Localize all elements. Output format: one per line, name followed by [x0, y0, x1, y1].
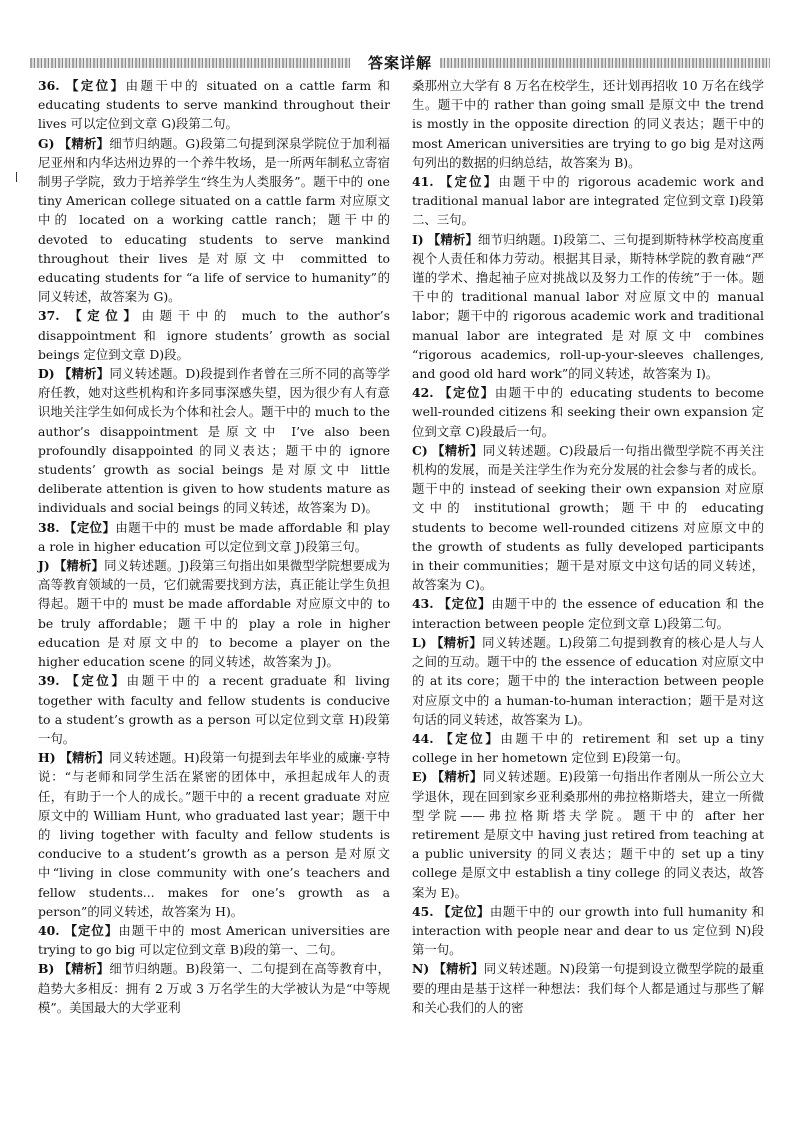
- entry-tag: 【定位】: [440, 730, 501, 746]
- entry-tag: 【定位】: [439, 174, 499, 190]
- entry-text: 由题干中的 situated on a cattle farm 和 educating students to serve mankind throughout their lives 可以定位到文章 G)段第二句。: [38, 78, 390, 132]
- answer-entry: [38, 76, 390, 134]
- entry-number: D): [38, 366, 55, 382]
- answer-entry: [38, 959, 390, 1017]
- answer-entry: [38, 671, 390, 748]
- entry-text: 细节归纳题。G)段第二句提到深泉学院位于加利福尼亚州和内华达州边界的一个养牛牧场，是一所两年制私立寄宿制男子学院，致力于培养学生“终生为人类服务”。题干中的 one tiny American college situated on a cattle farm 对应原文中的 located on a working cattle ranch；题干中的 devoted to educating students to serve mankind throughout their lives 是对原文中 committed to educating students for “a life of service to humanity”的同义转述，故答案为 G)。: [38, 135, 390, 305]
- answer-entry: [412, 172, 764, 230]
- answer-entry: [38, 556, 390, 671]
- header-decoration-left: [30, 58, 350, 68]
- entry-tag: 【定位】: [66, 78, 126, 93]
- entry-text: 由题干中的 the essence of education 和 the interaction between people 定位到文章 L)段第二句。: [412, 596, 764, 631]
- entry-text: 由题干中的 a recent graduate 和 living together with faculty and fellow students is conducive to a student’s growth as a person 可以定位到文章 H)段第一句。: [38, 673, 390, 746]
- entry-tag: 【精析】: [58, 135, 110, 151]
- left-column: [38, 76, 390, 1017]
- answer-entry: [38, 518, 390, 556]
- answer-entry: [412, 76, 764, 172]
- entry-tag: 【定位】: [63, 519, 116, 535]
- entry-number: 40.: [38, 922, 60, 938]
- entry-tag: 【定位】: [64, 922, 119, 938]
- entry-tag: 【精析】: [58, 961, 110, 977]
- entry-tag: 【精析】: [427, 231, 479, 247]
- answer-entry: [412, 902, 764, 960]
- entry-text: 由题干中的 rigorous academic work and traditional manual labor are integrated 定位到文章 I)段第二、三句。: [412, 174, 765, 228]
- entry-number: 36.: [38, 78, 60, 93]
- entry-number: 41.: [412, 174, 434, 190]
- entry-tag: 【定位】: [438, 596, 492, 612]
- entry-text: 由题干中的 our growth into full humanity 和 interaction with people near and dear to us 定位到 N)段第一句。: [412, 903, 764, 958]
- entry-text: 由题干中的 retirement 和 set up a tiny college in her hometown 定位到 E)段第一句。: [412, 730, 764, 766]
- entry-tag: 【精析】: [53, 558, 105, 574]
- answer-entry: [412, 383, 764, 441]
- entry-text: 细节归纳题。I)段第二、三句提到斯特林学校高度重视个人责任和体力劳动。根据其目录，斯特林学院的教育融“严谨的学术、撸起袖子应对挑战以及努力工作的传统”于一体。题干中的 traditional manual labor 对应原文中的 manual labor；题干中的 rigorous academic work and traditional manual labor are integrated 是对原文中 combines “rigorous academics, roll-up-your-sleeves challenges, and good old hard work”的同义转述，故答案为 I)。: [412, 231, 764, 382]
- entry-tag: 【定位】: [438, 903, 490, 919]
- entry-number: 43.: [412, 596, 434, 612]
- entry-number: H): [38, 750, 56, 766]
- entry-text: 同义转述题。C)段最后一句指出微型学院不再关注机构的发展，而是关注学生作为充分发展的社会参与者的成长。题干中的 instead of seeking their own expansion 对应原文中的 institutional growth；题干中的 educating students to become well-rounded citizens 对应原文中的 the growth of students as fully developed participants in their communities；题干是对原文中这句话的同义转述，故答案为 C)。: [412, 442, 764, 593]
- entry-text: 由题干中的 much to the author’s disappointment 和 ignore students’ growth as social beings 定位到文章 D)段。: [38, 308, 390, 362]
- entry-text: 同义转述题。D)段提到作者曾在三所不同的高等学府任教，她对这些机构和许多同事深感失望，因为很少有人有意识地关注学生如何成长为个体和社会人。题干中的 much to the author’s disappointment 是原文中 I’ve also been profoundly disappointed 的同义表达；题干中的 ignore students’ growth as social beings 是对原文中 little deliberate attention is given to how students mature as individuals and social beings 的同义转述，故答案为 D)。: [38, 366, 390, 516]
- entry-tag: 【定位】: [439, 385, 495, 401]
- answer-entry: [412, 767, 764, 901]
- entry-text: 同义转述题。E)段第一句指出作者刚从一所公立大学退休，现在回到家乡亚利桑那州的弗拉格斯塔夫，建立一所微型学院——弗拉格斯塔夫学院。题干中的 after her retirement 是原文中 having just retired from teaching at a public university 的同义表达；题干中的 set up a tiny college 是原文中 establish a tiny college 的同义表达，故答案为 E)。: [412, 769, 764, 900]
- entry-tag: 【定位】: [66, 673, 127, 689]
- entry-text: 由题干中的 must be made affordable 和 play a role in higher education 可以定位到文章 J)段第三句。: [38, 519, 390, 554]
- answer-entry: [412, 729, 764, 767]
- header-decoration-right: [440, 58, 770, 68]
- entry-number: E): [412, 769, 428, 785]
- entry-tag: 【精析】: [431, 769, 483, 785]
- entry-number: G): [38, 135, 55, 151]
- answer-entry: [412, 230, 764, 384]
- answer-entry: [38, 364, 390, 518]
- answer-entry: [412, 633, 764, 729]
- entry-text: 由题干中的 most American universities are trying to go big 可以定位到文章 B)段的第一、二句。: [38, 922, 390, 958]
- entry-number: B): [38, 961, 55, 977]
- answer-entry: [38, 306, 390, 364]
- entry-tag: 【精析】: [433, 961, 484, 977]
- answer-entry: [38, 134, 390, 307]
- header-title: 答案详解: [367, 54, 432, 72]
- entry-number: J): [38, 558, 50, 574]
- answer-entry: [38, 921, 390, 959]
- entry-number: 42.: [412, 385, 434, 401]
- entry-number: 39.: [38, 673, 60, 689]
- entry-tag: 【精析】: [432, 442, 483, 458]
- entry-tag: 【精析】: [430, 634, 483, 650]
- answer-entry: [38, 748, 390, 921]
- entry-text: 同义转述题。L)段第二句提到教育的核心是人与人之间的互动。题干中的 the essence of education 对应原文中的 at its core；题干中的 the interaction between people 对应原文中的 a human-to-human interaction；题干是对这句话的同义转述，故答案为 L)。: [412, 634, 765, 727]
- entry-number: 37.: [38, 308, 60, 324]
- entry-text: 同义转述题。J)段第三句指出如果微型学院想要成为高等教育领域的一员，它们就需要找到方法，真正能让学生负担得起。题干中的 must be made affordable 对应原文中的 to be truly affordable；题干中的 play a role in higher education 是对原文中的 to become a player on the higher education scene 的同义转述，故答案为 J)。: [38, 558, 390, 670]
- right-column: [412, 76, 764, 1017]
- entry-number: C): [412, 442, 428, 458]
- answer-entry: [412, 959, 764, 1017]
- entry-tag: 【定位】: [69, 308, 142, 324]
- margin-mark: [16, 172, 17, 182]
- entry-text: 由题干中的 educating students to become well-rounded citizens 和 seeking their own expansion 定位到文章 C)段最后一句。: [412, 385, 764, 439]
- entry-text: 细节归纳题。B)段第一、二句提到在高等教育中，趋势大多相反：拥有 2 万或 3 万名学生的大学被认为是“中等规模”。美国最大的大学亚利: [38, 961, 390, 1015]
- entry-number: N): [412, 961, 430, 977]
- entry-text: 桑那州立大学有 8 万名在校学生，还计划再招收 10 万名在线学生。题干中的 rather than going small 是原文中 the trend is mostly in the opposite direction 的同义表达；题干中的 most American universities are trying to go big 是对这两句列出的数据的归纳总结，故答案为 B)。: [412, 78, 764, 170]
- entry-number: 45.: [412, 903, 434, 919]
- answer-entry: [412, 594, 764, 632]
- entry-number: I): [412, 231, 424, 247]
- entry-text: 同义转述题。H)段第一句提到去年毕业的威廉·亨特说：“与老师和同学生活在紧密的团体中，承担起成年人的责任，有助于一个人的成长。”题干中的 a recent graduate 对应原文中的 William Hunt, who graduated last year；题干中的 living together with faculty and fellow students is conducive to a student’s growth as a person 是对原文中“living in close community with one’s teachers and fellow students... makes for one’s growth as a person”的同义转述，故答案为 H)。: [38, 750, 390, 919]
- entry-number: 44.: [412, 730, 434, 746]
- entry-tag: 【精析】: [59, 750, 110, 766]
- page-header: [30, 52, 770, 74]
- answer-entry: [412, 441, 764, 595]
- entry-tag: 【精析】: [58, 366, 110, 382]
- entry-number: 38.: [38, 519, 60, 535]
- entry-number: L): [412, 634, 427, 650]
- entry-text: 同义转述题。N)段第一句提到设立微型学院的最重要的理由是基于这样一种想法：我们每个人都是通过与那些了解和关心我们的人的密: [412, 961, 764, 1015]
